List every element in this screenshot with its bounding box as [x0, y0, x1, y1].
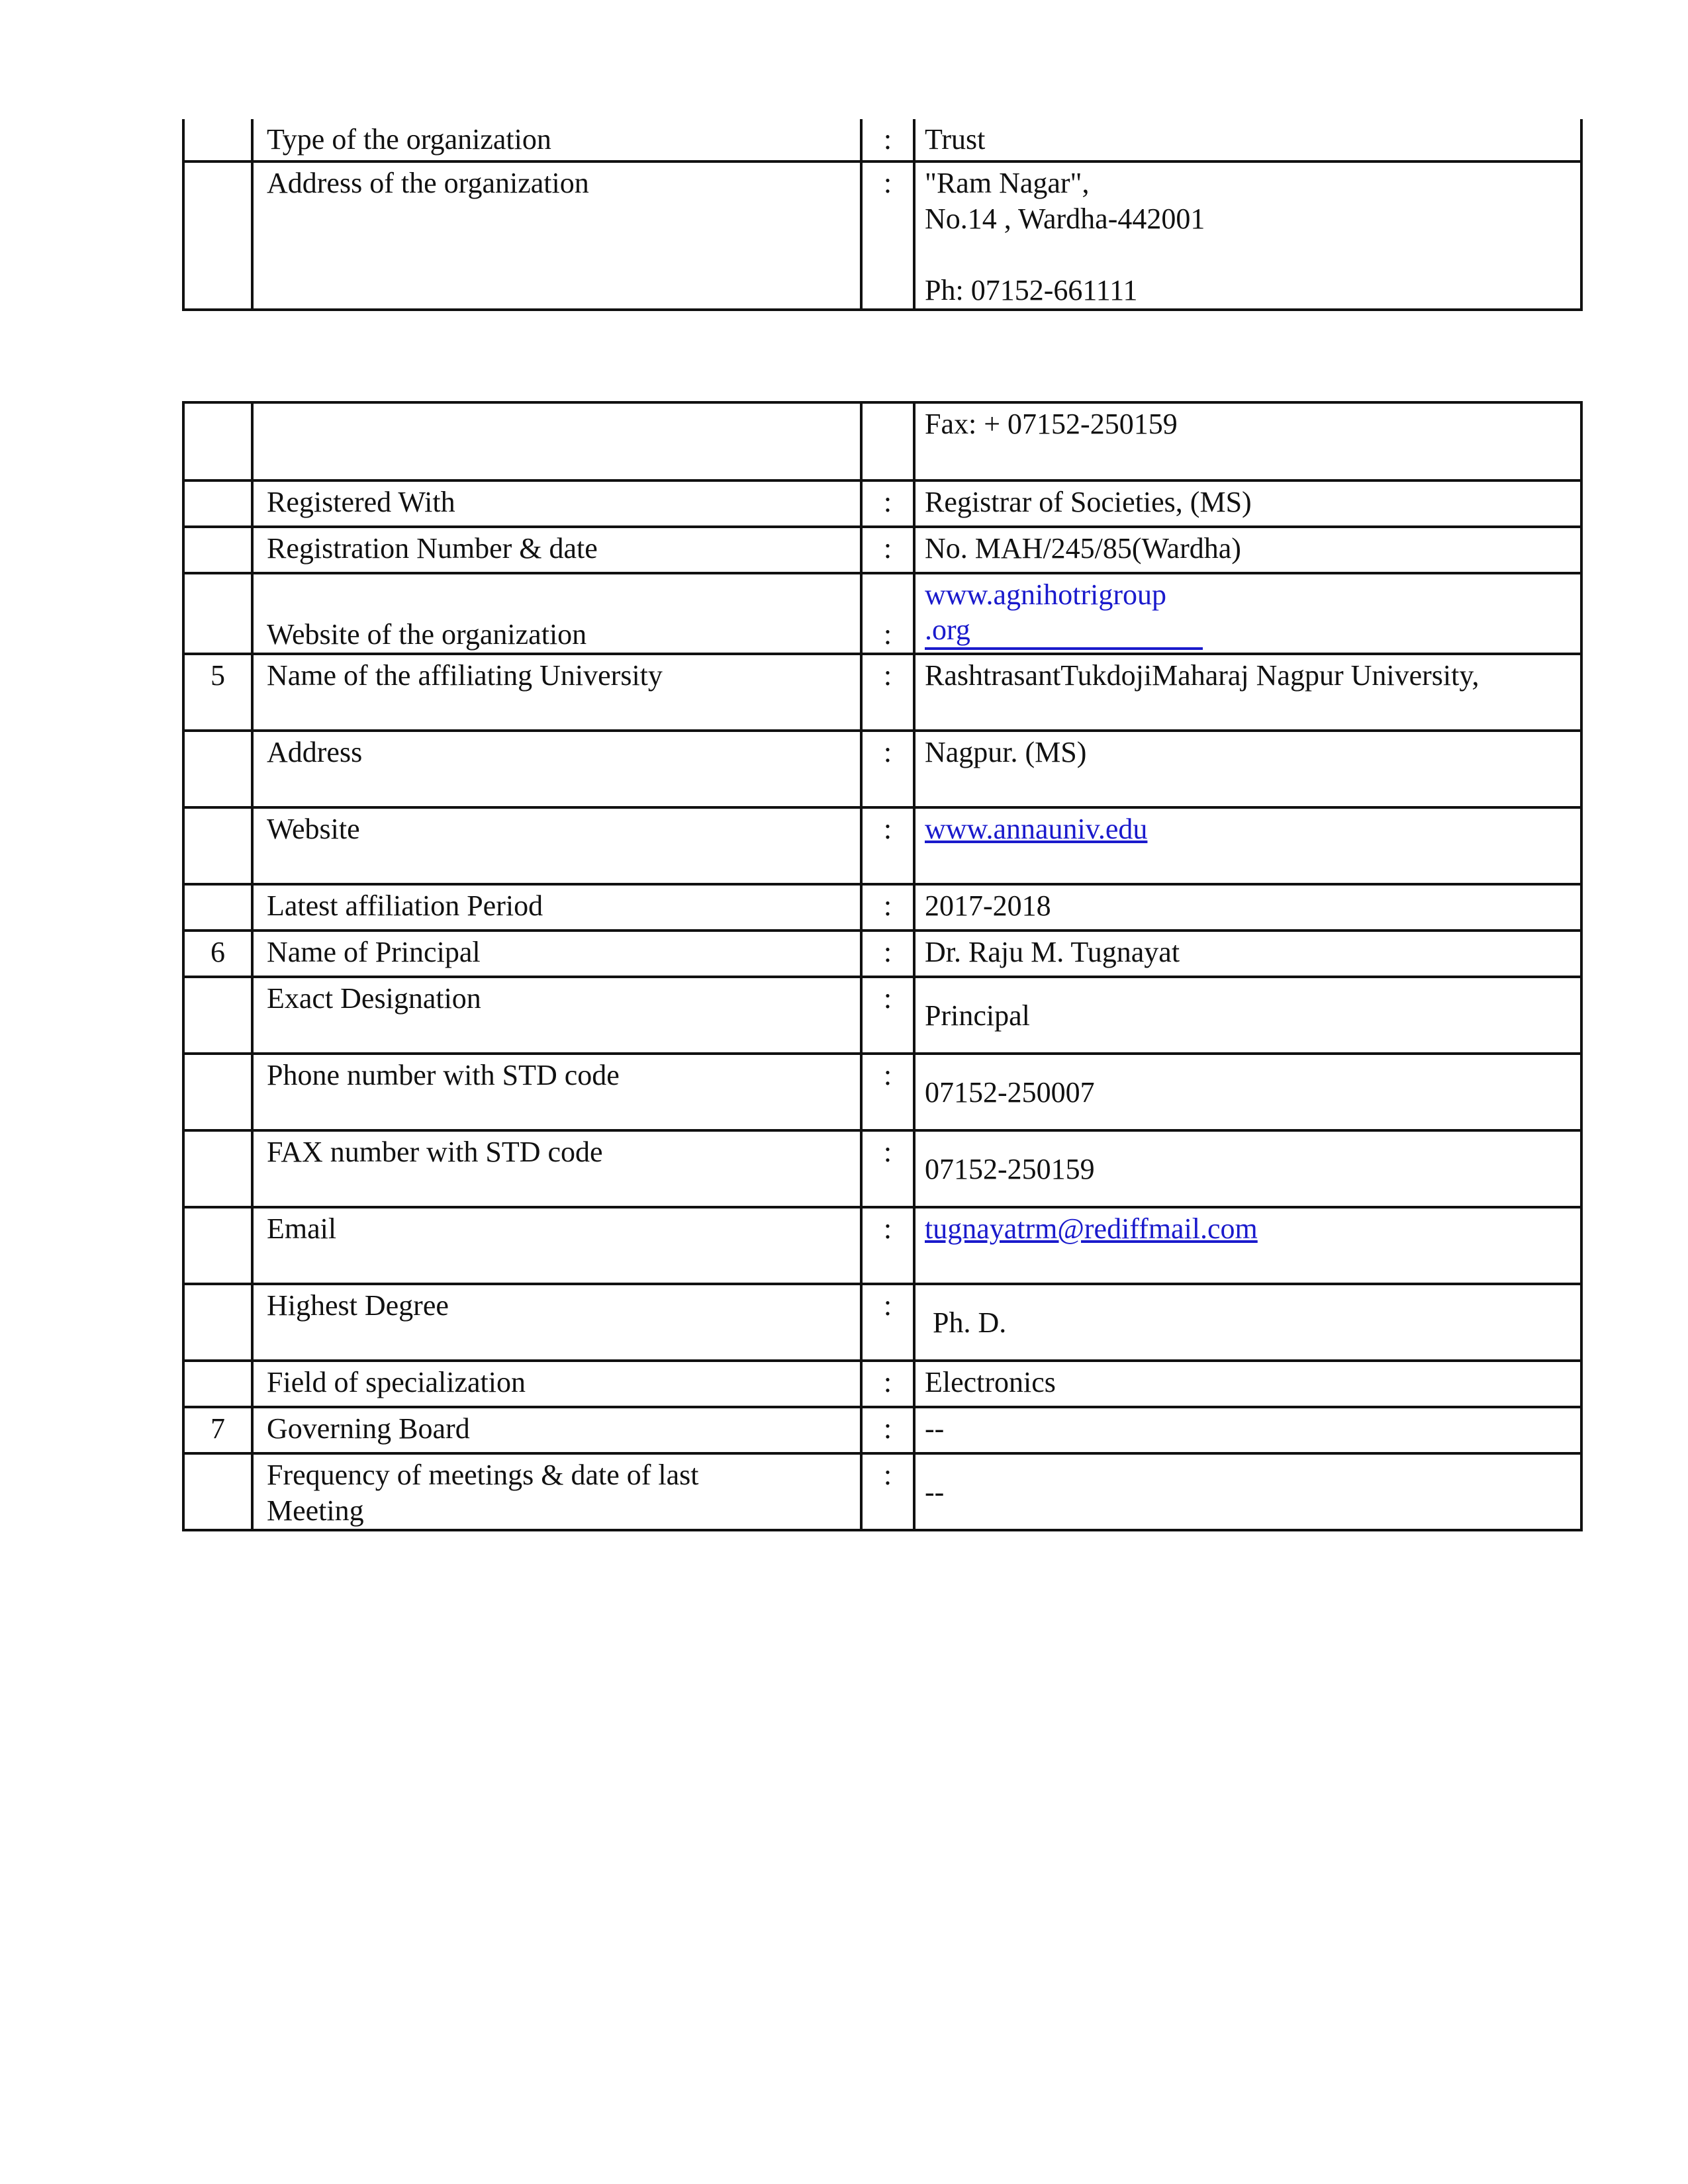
- field-label-affiliating-university: Name of the affiliating University: [252, 654, 861, 731]
- table-row: [183, 1207, 1581, 1284]
- field-value-fax: 07152-250159: [914, 1130, 1581, 1207]
- field-value-registration-number: No. MAH/245/85(Wardha): [914, 527, 1581, 573]
- table-row: [183, 1054, 1581, 1130]
- address-line: No.14 , Wardha-442001: [925, 203, 1205, 235]
- row-number: [183, 119, 252, 161]
- field-label-principal-name: Name of Principal: [252, 931, 861, 977]
- table-row: [183, 731, 1581, 807]
- field-label-meetings: [252, 1453, 861, 1530]
- colon-separator: :: [861, 977, 914, 1054]
- row-number: [183, 977, 252, 1054]
- field-label-type-of-organization: Type of the organization: [252, 119, 861, 161]
- field-label-affiliation-period: Latest affiliation Period: [252, 884, 861, 931]
- org-website-link-part[interactable]: www.agnihotrigroup: [925, 578, 1166, 611]
- table-row: [183, 807, 1581, 884]
- colon-separator: :: [861, 1284, 914, 1361]
- colon-separator: :: [861, 1407, 914, 1453]
- label-line: Frequency of meetings & date of last: [267, 1459, 699, 1491]
- row-number: [183, 402, 252, 480]
- colon-separator: :: [861, 654, 914, 731]
- field-label-fax: FAX number with STD code: [252, 1130, 861, 1207]
- field-value-type-of-organization: Trust: [914, 119, 1581, 161]
- field-label-specialization: Field of specialization: [252, 1361, 861, 1407]
- table-row: [183, 402, 1581, 480]
- field-value-registered-with: Registrar of Societies, (MS): [914, 480, 1581, 527]
- row-number: [183, 1284, 252, 1361]
- field-value-website-of-organization[interactable]: [914, 573, 1581, 654]
- field-label-empty: [252, 402, 861, 480]
- field-label-address-of-organization: Address of the organization: [252, 161, 861, 310]
- table-row: [183, 1284, 1581, 1361]
- field-value-specialization: Electronics: [914, 1361, 1581, 1407]
- field-label-email: Email: [252, 1207, 861, 1284]
- colon-separator: :: [861, 1207, 914, 1284]
- field-value-governing-board: --: [914, 1407, 1581, 1453]
- table-row: [183, 931, 1581, 977]
- row-number: [183, 480, 252, 527]
- table-row: [183, 119, 1581, 161]
- colon-separator: :: [861, 573, 914, 654]
- field-value-affiliation-period: 2017-2018: [914, 884, 1581, 931]
- field-label-governing-board: Governing Board: [252, 1407, 861, 1453]
- address-line: Ph: 07152-661111: [925, 274, 1138, 306]
- field-label-phone: Phone number with STD code: [252, 1054, 861, 1130]
- organization-table-top: [182, 119, 1583, 311]
- row-number: [183, 1130, 252, 1207]
- row-number: [183, 1453, 252, 1530]
- colon-separator: :: [861, 807, 914, 884]
- row-number: 6: [183, 931, 252, 977]
- colon-separator: :: [861, 1361, 914, 1407]
- field-label-highest-degree: Highest Degree: [252, 1284, 861, 1361]
- email-link[interactable]: tugnayatrm@rediffmail.com: [925, 1212, 1258, 1245]
- row-number: [183, 1207, 252, 1284]
- field-value-meetings: --: [914, 1453, 1581, 1530]
- field-value-designation: Principal: [914, 977, 1581, 1054]
- field-value-highest-degree: Ph. D.: [914, 1284, 1581, 1361]
- colon-separator: :: [861, 1453, 914, 1530]
- field-label-registered-with: Registered With: [252, 480, 861, 527]
- row-number: 7: [183, 1407, 252, 1453]
- colon-separator: :: [861, 1130, 914, 1207]
- field-value-phone: 07152-250007: [914, 1054, 1581, 1130]
- colon-separator: :: [861, 884, 914, 931]
- field-label-website-of-organization: Website of the organization: [252, 573, 861, 654]
- table-row: [183, 654, 1581, 731]
- field-label-university-address: Address: [252, 731, 861, 807]
- row-number: 5: [183, 654, 252, 731]
- address-line: "Ram Nagar",: [925, 167, 1090, 199]
- label-line: Meeting: [267, 1494, 364, 1527]
- row-number: [183, 807, 252, 884]
- colon-separator: [861, 402, 914, 480]
- colon-separator: :: [861, 527, 914, 573]
- row-number: [183, 573, 252, 654]
- field-value-email: [914, 1207, 1581, 1284]
- table-row: [183, 1361, 1581, 1407]
- row-number: [183, 1054, 252, 1130]
- table-row: [183, 573, 1581, 654]
- table-row: [183, 1407, 1581, 1453]
- field-label-university-website: Website: [252, 807, 861, 884]
- field-value-address-of-organization: [914, 161, 1581, 310]
- row-number: [183, 1361, 252, 1407]
- field-label-designation: Exact Designation: [252, 977, 861, 1054]
- table-row: [183, 161, 1581, 310]
- table-row: [183, 977, 1581, 1054]
- university-website-link[interactable]: www.annauniv.edu: [925, 813, 1148, 845]
- colon-separator: :: [861, 731, 914, 807]
- row-number: [183, 161, 252, 310]
- field-value-university-website: [914, 807, 1581, 884]
- field-value-affiliating-university: RashtrasantTukdojiMaharaj Nagpur University,: [914, 654, 1581, 731]
- table-row: [183, 480, 1581, 527]
- organization-table-main: [182, 401, 1583, 1531]
- field-label-registration-number: Registration Number & date: [252, 527, 861, 573]
- row-number: [183, 527, 252, 573]
- row-number: [183, 731, 252, 807]
- field-value-org-fax: Fax: + 07152-250159: [914, 402, 1581, 480]
- table-row: [183, 1130, 1581, 1207]
- table-row: [183, 884, 1581, 931]
- org-website-link-part[interactable]: .org: [925, 613, 1203, 650]
- field-value-university-address: Nagpur. (MS): [914, 731, 1581, 807]
- colon-separator: :: [861, 161, 914, 310]
- row-number: [183, 884, 252, 931]
- colon-separator: :: [861, 931, 914, 977]
- table-row: [183, 1453, 1581, 1530]
- colon-separator: :: [861, 480, 914, 527]
- colon-separator: :: [861, 1054, 914, 1130]
- table-row: [183, 527, 1581, 573]
- colon-separator: :: [861, 119, 914, 161]
- field-value-principal-name: Dr. Raju M. Tugnayat: [914, 931, 1581, 977]
